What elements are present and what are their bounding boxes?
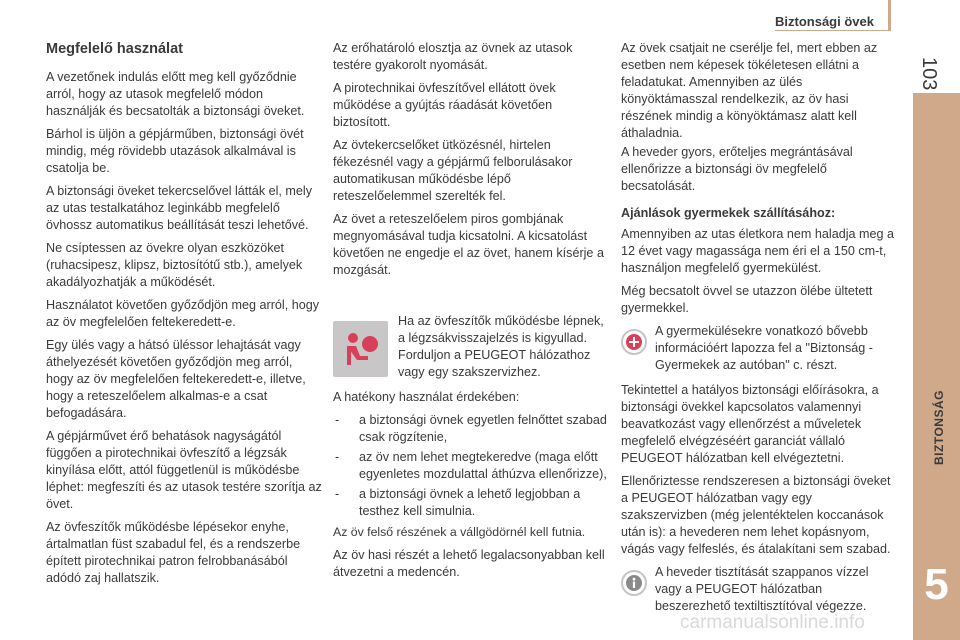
paragraph: Az erőhatároló elosztja az övnek az utasok testére gyakorolt nyomását. bbox=[333, 41, 573, 72]
column-1 bbox=[46, 41, 322, 593]
paragraph: Használatot követően győződjön meg arról, hogy az öv megfelelően feltekeredett-e. bbox=[46, 298, 320, 329]
paragraph: Bárhol is üljön a gépjárműben, biztonsági övét mindig, még rövidebb utazások alkalmával is csatolja be. bbox=[46, 127, 304, 175]
list-item: - a biztonsági övnek egyetlen felnőttet szabad csak rögzítenie, bbox=[333, 412, 608, 446]
section-title: Megfelelő használat bbox=[46, 41, 183, 57]
column-2 bbox=[333, 40, 608, 587]
paragraph: Ne csíptessen az övekre olyan eszközöket (ruhacsipesz, klipsz, biztosítótű stb.), amelyek akadályozhatják a működését. bbox=[46, 241, 303, 289]
warning-text: Ha az övfeszítők működésbe lépnek, a légzsákvisszajelzés is kigyullad. Forduljon a PEUGEOT hálózathoz vagy egy szakszervizhez. bbox=[398, 314, 604, 379]
watermark: carmanualsonline.info bbox=[680, 612, 865, 633]
paragraph: A vezetőnek indulás előtt meg kell győződnie arról, hogy az utasok megfelelő módon használják és becsatolták a biztonsági öveket. bbox=[46, 70, 305, 118]
column-3 bbox=[621, 40, 897, 623]
paragraph: A gépjárművet érő behatások nagyságától függően a pirotechnikai övfeszítő a légzsák kinyílása előtt, attól függetlenül is működésbe léphet: megfeszíti és az utasok testére szorítja az övet. bbox=[46, 429, 322, 511]
paragraph: Az övet a reteszelőelem piros gombjának megnyomásával tudja kicsatolni. A kicsatolást követően ne engedje el az övet, hanem kísérje a mozgását. bbox=[333, 212, 604, 277]
list-item: - az öv nem lehet megtekeredve (maga előtt egyenletes mozdulattal áthúzva ellenőrizze), bbox=[333, 449, 608, 483]
running-header: Biztonsági övek bbox=[775, 14, 874, 29]
chapter-label: BIZTONSÁG bbox=[932, 390, 946, 465]
plus-icon bbox=[621, 329, 647, 355]
info-text: A heveder tisztítását szappanos vízzel vagy a PEUGEOT hálózatban beszerezhető textiltisztítóval végezze. bbox=[655, 565, 869, 613]
paragraph: Amennyiben az utas életkora nem haladja meg a 12 évet vagy magassága nem éri el a 150 cm-t, használjon megfelelő gyermekülést. bbox=[621, 227, 895, 275]
usage-list bbox=[333, 412, 608, 520]
tip-box bbox=[621, 323, 897, 374]
paragraph: Az öv felső részének a vállgödörnél kell futnia. bbox=[333, 525, 586, 539]
paragraph: Az övek csatjait ne cserélje fel, mert ebben az esetben nem képesek tökéletesen ellátni a feladatukat. Amennyiben az ülés könyöktámasszal rendelkezik, az öv hasi részének mindig a könyöktámasz alatt kell áthaladnia. bbox=[621, 41, 878, 140]
subheading: Ajánlások gyermekek szállításához: bbox=[621, 206, 836, 220]
page-number: 103 bbox=[918, 57, 940, 91]
paragraph: Egy ülés vagy a hátsó üléssor lehajtását vagy áthelyezését követően győződjön meg arról, hogy az öv megfelelően feltekeredett-e, illetve, hogy a reteszelőelem alkalmas-e a csat befogadására. bbox=[46, 338, 306, 420]
list-item: - a biztonsági övnek a lehető legjobban a testhez kell simulnia. bbox=[333, 486, 608, 520]
paragraph: Még becsatolt övvel se utazzon ölébe ültetett gyermekkel. bbox=[621, 284, 873, 315]
info-box bbox=[621, 564, 897, 615]
info-icon bbox=[621, 570, 647, 596]
tip-text: A gyermekülésekre vonatkozó bővebb információért lapozza fel a "Biztonság - Gyermekek az autóban" c. részt. bbox=[655, 324, 873, 372]
paragraph: Tekintettel a hatályos biztonsági előírásokra, a biztonsági övekkel kapcsolatos valamennyi beavatkozást vagy ellenőrzést a műveletek megfelelő elvégzéséért garanciát vállaló PEUGEOT hálózatban kell elvégeztetni. bbox=[621, 383, 879, 465]
paragraph: Az övtekercselőket ütközésnél, hirtelen fékezésnél vagy a gépjármű felborulásakor automatikusan működésbe lépő reteszelőelemmel szerelték fel. bbox=[333, 138, 573, 203]
header-tick bbox=[888, 0, 891, 30]
chapter-number: 5 bbox=[924, 560, 949, 609]
airbag-warning-icon bbox=[333, 321, 388, 377]
paragraph: A heveder gyors, erőteljes megrántásával ellenőrizze a biztonsági öv megfelelő becsatolását. bbox=[621, 145, 853, 193]
warning-box bbox=[333, 313, 608, 381]
paragraph: Ellenőriztesse rendszeresen a biztonsági öveket a PEUGEOT hálózatban vagy egy szakszervizben (még jelentéktelen koccanások után is): a hevederen nem lehet kopásnyom, vágás vagy felfeslés, és átalakítani sem szabad. bbox=[621, 474, 891, 556]
paragraph: Az öv hasi részét a lehető legalacsonyabban kell átvezetni a medencén. bbox=[333, 548, 605, 579]
paragraph: A pirotechnikai övfeszítővel ellátott övek működése a gyújtás ráadását követően biztosított. bbox=[333, 81, 556, 129]
chapter-tab bbox=[913, 93, 960, 640]
list-intro: A hatékony használat érdekében: bbox=[333, 390, 520, 404]
header-rule bbox=[775, 30, 891, 31]
paragraph: A biztonsági öveket tekercselővel látták el, mely az utas testalkatához leginkább megfelelő övhossz automatikus beállítását teszi lehetővé. bbox=[46, 184, 312, 232]
paragraph: Az övfeszítők működésbe lépésekor enyhe, ártalmatlan füst szabadul fel, és a rendszerbe épített pirotechnikai patron felrobbanásából adódó zaj hallatszik. bbox=[46, 520, 301, 585]
